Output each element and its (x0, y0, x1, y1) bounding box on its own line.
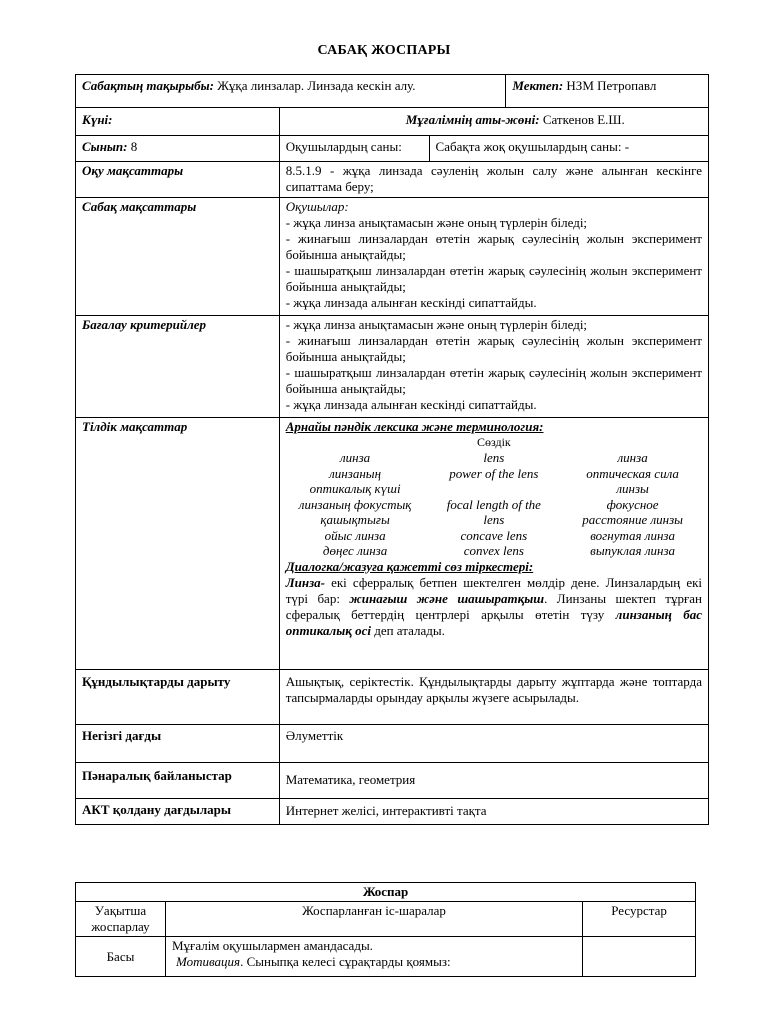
phrase-lens-definition (286, 575, 702, 639)
vocab-en: convex lens (463, 543, 524, 558)
topic-label: Сабақтың тақырыбы: (82, 78, 215, 93)
vocab-row (286, 466, 702, 482)
terminology-heading: Арнайы пәндік лексика және терминология: (285, 419, 544, 434)
criteria-item: - жұқа линзада алынған кескінді сипаттайды. (285, 397, 537, 412)
vocab-heading: Сөздік (476, 435, 511, 449)
cross-curricular-label: Пәнаралық байланыстар (76, 763, 280, 799)
vocab-row (286, 497, 702, 513)
plan-col-activities: Жоспарланған іс-шаралар (165, 902, 582, 937)
plan-activity-line (172, 954, 576, 970)
lesson-goal-item: - жұқа линза анықтамасын және оның түрлерін біледі; (285, 215, 588, 230)
lesson-goal-item: - жұқа линзада алынған кескінді сипаттайды. (285, 295, 537, 310)
plan-col-resources: Ресурстар (583, 902, 696, 937)
lesson-plan-table (75, 74, 709, 825)
teacher-cell (279, 108, 708, 136)
lesson-goals-label: Сабақ мақсаттары (76, 198, 280, 316)
language-goals-label: Тілдік мақсаттар (76, 418, 280, 670)
vocab-kk: ойыс линза (324, 527, 386, 543)
lesson-goal-item: - шашыратқыш линзалардан өтетін жарық сәулесінің жолын эксперимент бойынша анықтайды; (285, 263, 702, 294)
topic-cell (76, 75, 506, 108)
phrase-types-prefix: Линзалардың екі түрі бар: (285, 574, 703, 606)
teacher-value: Саткенов Е.Ш. (542, 112, 625, 127)
plan-col-time: Уақытша жоспарлау (76, 902, 166, 937)
vocab-row (286, 450, 702, 466)
vocab-ru: выпуклая линза (590, 543, 676, 558)
plan-activities-cell (165, 937, 582, 977)
plan-stage-start: Басы (76, 937, 166, 977)
document-title: САБАҚ ЖОСПАРЫ (317, 43, 451, 58)
criteria-cell (279, 316, 708, 418)
grade-cell (76, 136, 280, 162)
motivation-text: . Сыныпқа келесі сұрақтарды қоямыз: (240, 954, 451, 969)
criteria-label: Бағалау критерийлер (76, 316, 280, 418)
vocab-ru: расстояние линзы (582, 512, 683, 527)
school-label: Мектеп: (512, 78, 564, 93)
phrases-heading: Диалогка/жазуға қажетті сөз тіркестері: (285, 558, 534, 574)
school-value: НЗМ Петропавл (566, 78, 657, 93)
vocab-kk: оптикалық күші (309, 481, 401, 496)
plan-resources-cell (583, 937, 696, 977)
vocab-ru: вогнутая линза (590, 527, 675, 543)
ict-skills-label: АКТ қолдану дағдылары (76, 799, 280, 825)
topic-value: Жұқа линзалар. Линзада кескін алу. (217, 78, 416, 93)
vocab-kk: линзаның (329, 465, 382, 481)
vocab-en (424, 481, 563, 497)
vocabulary-table (286, 450, 702, 559)
phrase-types-bold: жинағыш және шашыратқыш (349, 590, 545, 606)
vocab-ru: линзы (616, 481, 649, 496)
date-label: Күні: (76, 108, 280, 136)
vocab-kk: қашықтығы (320, 512, 390, 527)
vocab-en: focal length of the (446, 496, 541, 512)
phrase-definition: екі сферралық бетпен шектелген мөлдір дене. (325, 574, 600, 590)
teacher-label: Мұғалімнің аты-жөні: (405, 112, 540, 127)
motivation-label: Мотивация (175, 954, 241, 969)
vocab-row (286, 543, 702, 559)
grade-label: Сынып: (82, 139, 128, 154)
criteria-item: - жұқа линза анықтамасын және оның түрлерін біледі; (285, 317, 588, 332)
learning-goals-label: Оқу мақсаттары (76, 162, 280, 198)
lesson-goal-item: - жинағыш линзалардан өтетін жарық сәулесінің жолын эксперимент бойынша анықтайды; (285, 231, 702, 262)
vocab-en: lens (483, 512, 505, 527)
vocab-ru: оптическая сила (586, 465, 679, 481)
vocab-kk: дөңес линза (322, 543, 388, 558)
learning-goals-text: 8.5.1.9 - жұқа линзада сәуленің жолын салу және алынған кескінге сипаттама беру; (279, 162, 708, 198)
lesson-goals-intro: Оқушылар: (285, 199, 349, 214)
vocab-en: concave lens (460, 527, 528, 543)
absent-count-label: Сабақта жоқ оқушылардың саны: - (429, 136, 708, 162)
criteria-item: - жинағыш линзалардан өтетін жарық сәулесінің жолын эксперимент бойынша анықтайды; (285, 333, 702, 364)
lesson-goals-cell (279, 198, 708, 316)
students-count-label: Оқушылардың саны: (279, 136, 429, 162)
phrase-axis-prefix: Линзаны шектеп тұрған сфералық беттердің центрлері арқылы өтетін түзу (285, 590, 703, 622)
values-label: Құндылықтарды дарыту (76, 670, 280, 725)
core-skill-text: Әлуметтік (279, 725, 708, 763)
phrase-axis-bold: линзаның бас оптикалық осі (285, 606, 702, 638)
values-text: Ашықтық, серіктестік. Құндылықтарды дарыту жұптарда және топтарда тапсырмаларды орындау арқылы жүзеге асырылады. (279, 670, 708, 725)
cross-curricular-text: Математика, геометрия (279, 763, 708, 799)
phrase-term: Линза- (285, 574, 325, 590)
vocab-kk: линзаның фокустық (298, 496, 412, 512)
vocab-row (286, 528, 702, 544)
phrase-types-suffix: . (544, 590, 548, 606)
vocab-ru: фокусное (606, 496, 659, 512)
plan-table (75, 882, 696, 977)
vocab-kk: линза (339, 450, 371, 465)
grade-value: 8 (130, 139, 138, 154)
phrase-axis-suffix: деп аталады. (370, 622, 445, 638)
criteria-item: - шашыратқыш линзалардан өтетін жарық сәулесінің жолын эксперимент бойынша анықтайды; (285, 365, 702, 396)
vocab-en: lens (483, 450, 505, 465)
ict-skills-text: Интернет желісі, интерактивті тақта (279, 799, 708, 825)
language-goals-cell (279, 418, 708, 670)
vocab-en: power of the lens (449, 465, 539, 481)
vocab-row (286, 512, 702, 528)
core-skill-label: Негізгі дағды (76, 725, 280, 763)
plan-title: Жоспар (76, 883, 696, 902)
school-cell (506, 75, 709, 108)
vocab-ru: линза (617, 450, 648, 465)
vocab-row (286, 481, 702, 497)
plan-activity-line: Мұғалім оқушылармен амандасады. (171, 938, 373, 953)
